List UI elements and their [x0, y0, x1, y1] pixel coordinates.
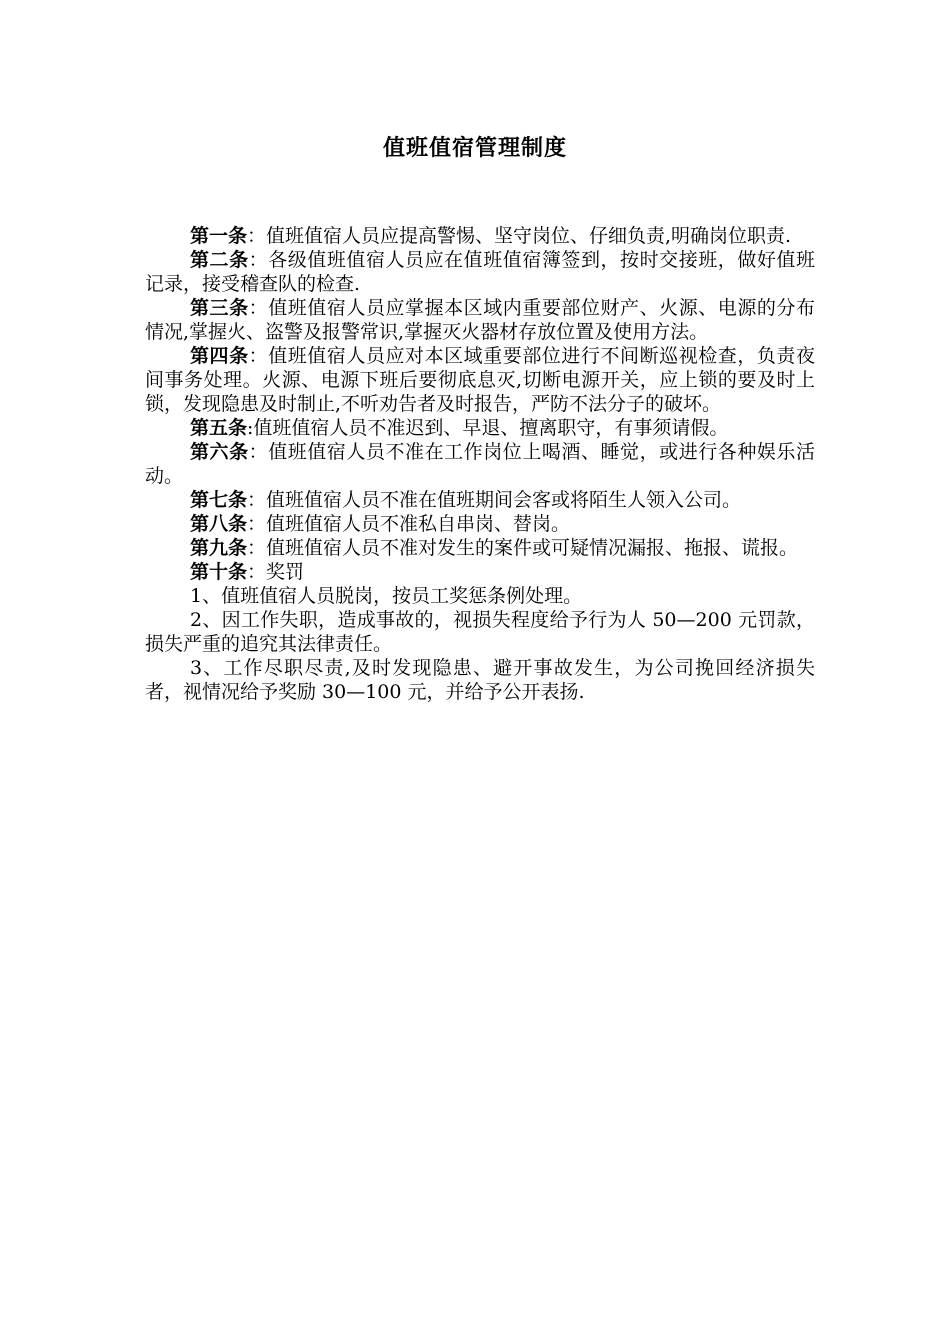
article-label: 第三条: [190, 297, 249, 319]
article-label: 第八条: [190, 513, 248, 535]
document-body: [145, 224, 815, 704]
article-label: 第六条: [190, 441, 249, 463]
article-8: [145, 512, 815, 536]
article-label: 第十条: [190, 561, 248, 583]
article-text: ：值班值宿人员不准在值班期间会客或将陌生人领入公司。: [247, 489, 742, 511]
article-2: [145, 248, 815, 296]
article-7: [145, 488, 815, 512]
article-text: ：奖罚: [247, 561, 305, 583]
reward-item-3: 3、工作尽职尽责,及时发现隐患、避开事故发生，为公司挽回经济损失者，视情况给予奖励 30—100 元，并给予公开表扬.: [145, 657, 815, 703]
article-text: ：值班值宿人员应对本区域重要部位进行不间断巡视检查，负责夜间事务处理。火源、电源下班后要彻底息灭,切断电源开关，应上锁的要及时上锁，发现隐患及时制止,不听劝告者及时报告，严防不法分子的破坏。: [145, 345, 815, 415]
article-label: 第七条: [190, 489, 248, 511]
article-label: 第五条: [190, 417, 248, 439]
article-label: 第二条: [190, 249, 249, 271]
article-text: ：各级值班值宿人员应在值班值宿簿签到，按时交接班，做好值班记录，接受稽查队的检查.: [145, 249, 815, 295]
article-9: [145, 536, 815, 560]
article-label: 第四条: [190, 345, 249, 367]
article-10: [145, 560, 815, 584]
article-3: [145, 296, 815, 344]
reward-item-2: 2、因工作失职，造成事故的，视损失程度给予行为人 50—200 元罚款，损失严重的追究其法律责任。: [145, 609, 815, 655]
article-6: [145, 440, 815, 488]
article-text: :值班值宿人员不准迟到、早退、擅离职守，有事须请假。: [247, 417, 729, 439]
page-title: 值班值宿管理制度: [382, 136, 567, 161]
article-4: [145, 344, 815, 416]
article-text: ：值班值宿人员不准在工作岗位上喝酒、睡觉，或进行各种娱乐活动。: [145, 441, 815, 487]
article-label: 第九条: [190, 537, 248, 559]
article-text: ：值班值宿人员不准对发生的案件或可疑情况漏报、拖报、谎报。: [247, 537, 799, 559]
article-text: ：值班值宿人员应提高警惕、坚守岗位、仔细负责,明确岗位职责.: [247, 225, 792, 247]
article-1: [145, 224, 815, 248]
article-label: 第一条: [190, 225, 248, 247]
article-text: ：值班值宿人员应掌握本区域内重要部位财产、火源、电源的分布情况,掌握火、盗警及报警常识,掌握灭火器材存放位置及使用方法。: [145, 297, 815, 343]
article-5: [145, 416, 815, 440]
reward-item-1: 1、值班值宿人员脱岗，按员工奖惩条例处理。: [190, 585, 583, 607]
article-text: ：值班值宿人员不准私自串岗、替岗。: [247, 513, 571, 535]
